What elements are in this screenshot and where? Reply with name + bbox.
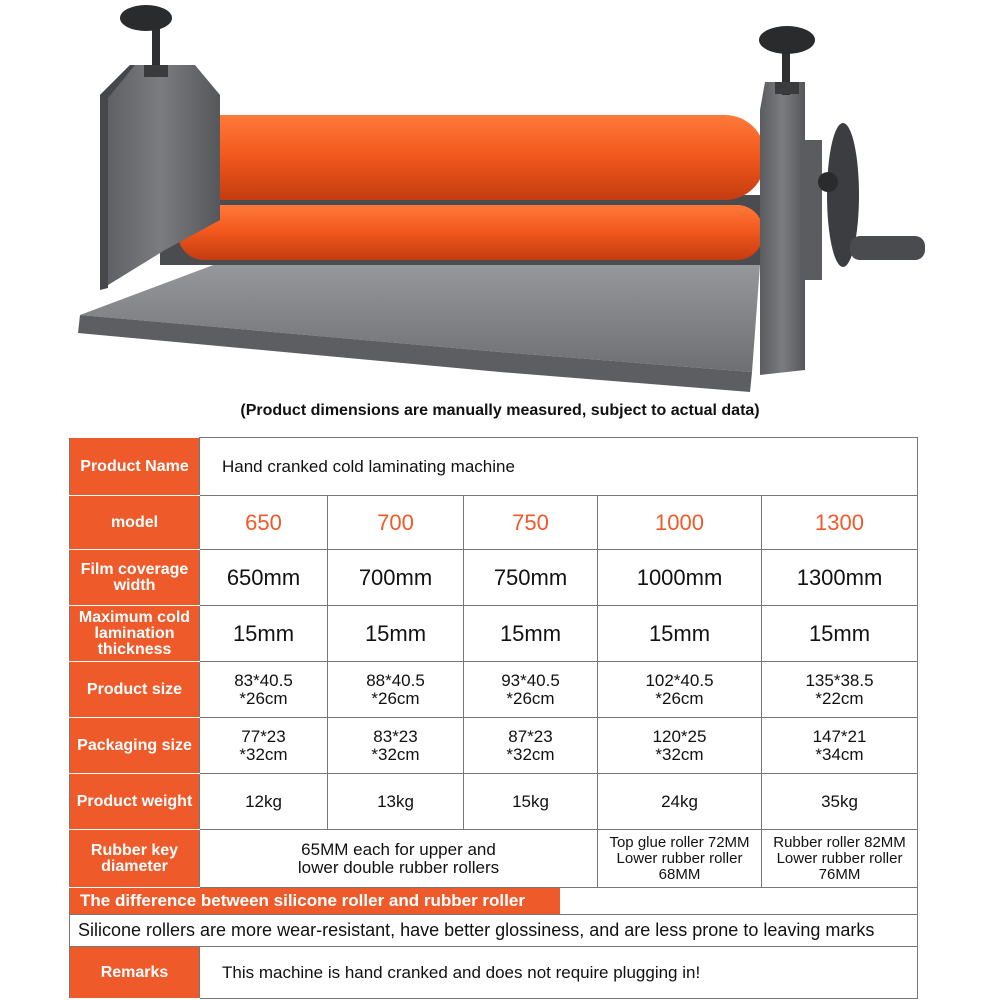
row-product-size <box>70 662 918 718</box>
row-film-width <box>70 550 918 606</box>
model-700: 700 <box>328 496 464 550</box>
film-width-cell: 700mm <box>328 550 464 606</box>
row-max-thickness <box>70 606 918 662</box>
product-size-cell: 102*40.5 *26cm <box>598 662 762 718</box>
weight-cell: 15kg <box>464 774 598 830</box>
product-size-label: Product size <box>70 662 200 718</box>
product-size-cell: 88*40.5 *26cm <box>328 662 464 718</box>
packaging-size-cell: 87*23 *32cm <box>464 718 598 774</box>
left-knob-icon <box>120 5 172 31</box>
right-knob-icon <box>759 26 815 54</box>
model-650: 650 <box>200 496 328 550</box>
max-thickness-label: Maximum cold lamination thickness <box>70 606 200 662</box>
row-model <box>70 496 918 550</box>
row-weight <box>70 774 918 830</box>
film-width-cell: 1300mm <box>762 550 918 606</box>
packaging-size-cell: 147*21 *34cm <box>762 718 918 774</box>
model-label: model <box>70 496 200 550</box>
row-rubber-key <box>70 830 918 888</box>
remarks-label: Remarks <box>70 947 200 999</box>
dimensions-caption: (Product dimensions are manually measured, subject to actual data) <box>240 402 760 419</box>
row-difference-title <box>70 888 918 915</box>
laminator-product-image <box>0 0 1000 400</box>
film-width-cell: 750mm <box>464 550 598 606</box>
thickness-cell: 15mm <box>762 606 918 662</box>
product-size-cell: 93*40.5 *26cm <box>464 662 598 718</box>
rubber-key-1300: Rubber roller 82MM Lower rubber roller 76MM <box>762 830 918 888</box>
rubber-key-label: Rubber key diameter <box>70 830 200 888</box>
film-width-cell: 650mm <box>200 550 328 606</box>
thickness-cell: 15mm <box>598 606 762 662</box>
model-1300: 1300 <box>762 496 918 550</box>
film-width-cell: 1000mm <box>598 550 762 606</box>
film-width-label: Film coverage width <box>70 550 200 606</box>
packaging-size-cell: 120*25 *32cm <box>598 718 762 774</box>
thickness-cell: 15mm <box>328 606 464 662</box>
right-frame <box>760 82 805 375</box>
weight-label: Product weight <box>70 774 200 830</box>
product-name-label: Product Name <box>70 438 200 496</box>
row-product-name <box>70 438 918 496</box>
row-difference-text <box>70 915 918 947</box>
remarks-text: This machine is hand cranked and does not require plugging in! <box>200 947 918 999</box>
thickness-cell: 15mm <box>200 606 328 662</box>
row-packaging-size <box>70 718 918 774</box>
rubber-key-shared: 65MM each for upper and lower double rubber rollers <box>200 830 598 888</box>
difference-text: Silicone rollers are more wear-resistant, have better glossiness, and are less prone to leaving marks <box>70 915 918 947</box>
product-name-value: Hand cranked cold laminating machine <box>200 438 918 496</box>
crank-handle <box>850 236 925 260</box>
model-750: 750 <box>464 496 598 550</box>
weight-cell: 13kg <box>328 774 464 830</box>
rubber-key-1000: Top glue roller 72MM Lower rubber roller 68MM <box>598 830 762 888</box>
product-size-cell: 83*40.5 *26cm <box>200 662 328 718</box>
packaging-size-label: Packaging size <box>70 718 200 774</box>
model-1000: 1000 <box>598 496 762 550</box>
packaging-size-cell: 83*23 *32cm <box>328 718 464 774</box>
weight-cell: 35kg <box>762 774 918 830</box>
lower-roller <box>178 205 763 260</box>
upper-roller <box>165 115 765 200</box>
spec-table <box>69 437 918 999</box>
row-remarks <box>70 947 918 999</box>
difference-title: The difference between silicone roller and rubber roller <box>70 888 560 914</box>
thickness-cell: 15mm <box>464 606 598 662</box>
weight-cell: 24kg <box>598 774 762 830</box>
packaging-size-cell: 77*23 *32cm <box>200 718 328 774</box>
product-size-cell: 135*38.5 *22cm <box>762 662 918 718</box>
weight-cell: 12kg <box>200 774 328 830</box>
